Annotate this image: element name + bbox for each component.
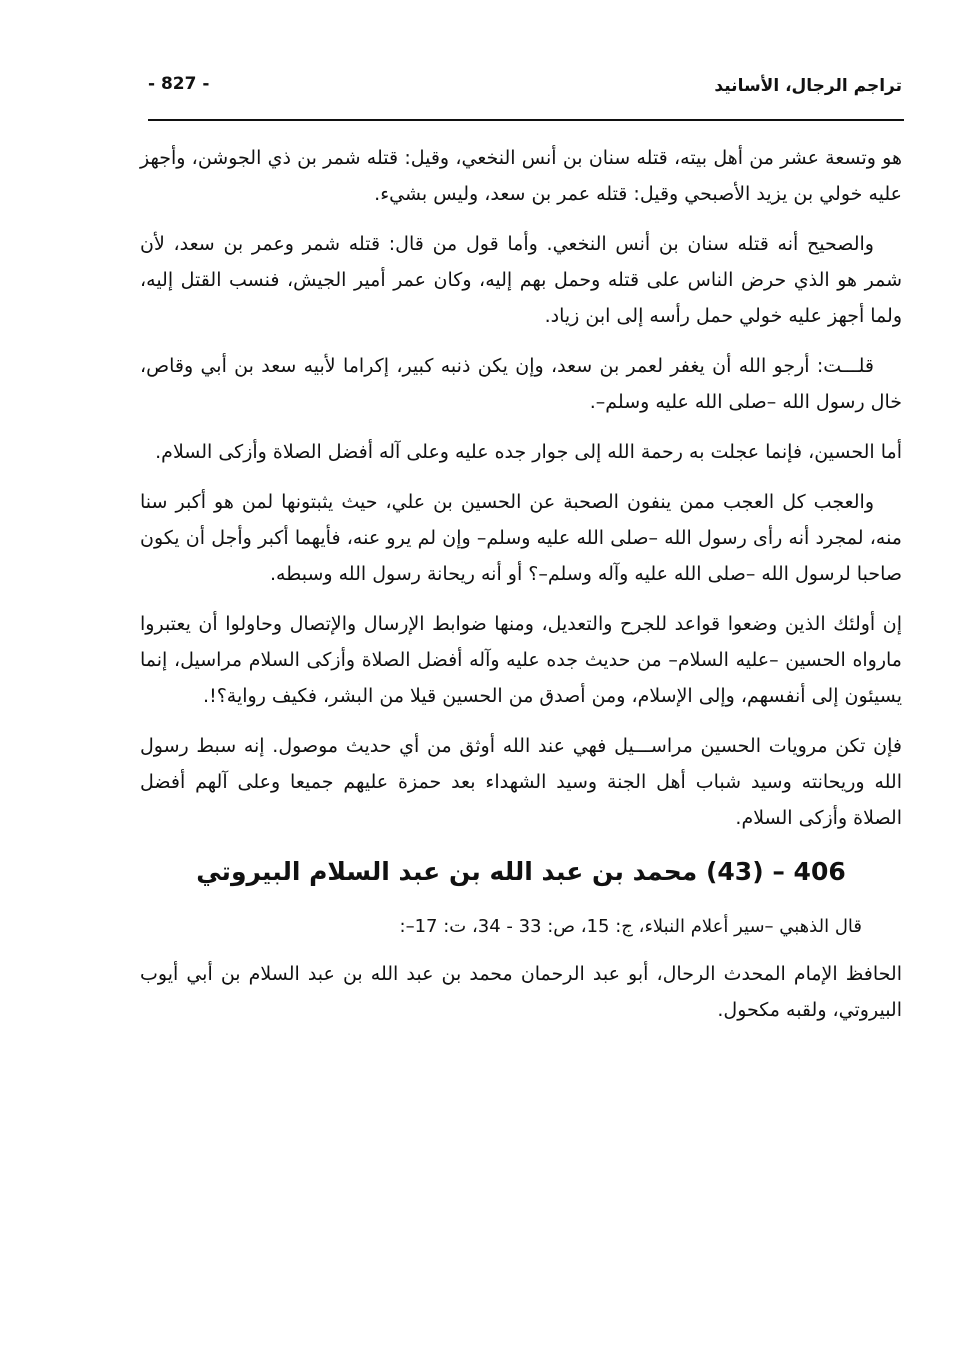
paragraph-5: والعجب كل العجب ممن ينفون الصحبة عن الحسين بن علي، حيث يثبتونها لمن هو أكبر سنا منه، لمجرد أنه رأى رسول الله –صلى الله عليه وسلم– وإن لم يرو عنه، فأيهما أكبر وأجل أن يكون صاحبا لرسول الله –صلى الله عليه وآله وسلم–؟ أو أنه ريحانة رسول الله وسبطه. [140, 491, 902, 585]
running-title: تراجم الرجال، الأسانيد [714, 76, 902, 96]
paragraph-6: إن أولئك الذين وضعوا قواعد للجرح والتعديل، ومنها ضوابط الإرسال والإتصال وحاولوا أن يعتبروا مارواه الحسين –عليه السلام– من حديث جده عليه وآله أفضل الصلاة وأزكى السلام مراسيل، إنما يسيئون إلى أنفسهم، وإلى الإسلام، ومن أصدق من الحسين قيلا من البشر، فكيف رواية؟!. [140, 613, 902, 707]
section-paragraph: الحافظ الإمام المحدث الرحال، أبو عبد الرحمان محمد بن عبد الله بن عبد السلام بن أبي أيوب البيروتي، ولقبه مكحول. [140, 963, 902, 1021]
page-body [140, 140, 902, 1042]
section-heading: 406 – (43) محمد بن عبد الله بن عبد السلام البيروتي [196, 857, 846, 886]
paragraph-7: فإن تكن مرويات الحسين مراســـيل فهي عند الله أوثق من أي حديث موصول. إنه سبط رسول الله وريحانته وسيد شباب أهل الجنة وسيد الشهداء بعد حمزة عليهم جميعا وعلى آلهم أفضل الصلاة وأزكى السلام. [140, 735, 902, 829]
paragraph-3: قلـــت: أرجو الله أن يغفر لعمر بن سعد، وإن يكن ذنبه كبير، إكراما لأبيه سعد بن أبي وقاص، خال رسول الله –صلى الله عليه وسلم–. [140, 355, 902, 413]
page-number: - 827 - [148, 74, 210, 94]
header-rule [148, 119, 904, 121]
paragraph-4: أما الحسين، فإنما عجلت به رحمة الله إلى جوار جده عليه وعلى آله أفضل الصلاة وأزكى السلام. [155, 441, 902, 463]
page-header [148, 70, 902, 104]
paragraph-2: والصحيح أنه قتله سنان بن أنس النخعي. وأما قول من قال: قتله شمر وعمر بن سعد، لأن شمر هو الذي حرض الناس على قتله وحمل بهم إليه، وكان عمر أمير الجيش، فنسب القتل إليه، ولما أجهز عليه خولي حمل رأسه إلى ابن زياد. [140, 233, 902, 327]
paragraph-1: هو وتسعة عشر من أهل بيته، قتله سنان بن أنس النخعي، وقيل: قتله شمر بن ذي الجوشن، وأجهز عليه خولي بن يزيد الأصبحي وقيل: قتله عمر بن سعد، وليس بشيء. [140, 147, 902, 205]
source-citation: قال الذهبي –سير أعلام النبلاء، ج: 15، ص: 33 - 34، ت: 17–: [399, 916, 862, 937]
